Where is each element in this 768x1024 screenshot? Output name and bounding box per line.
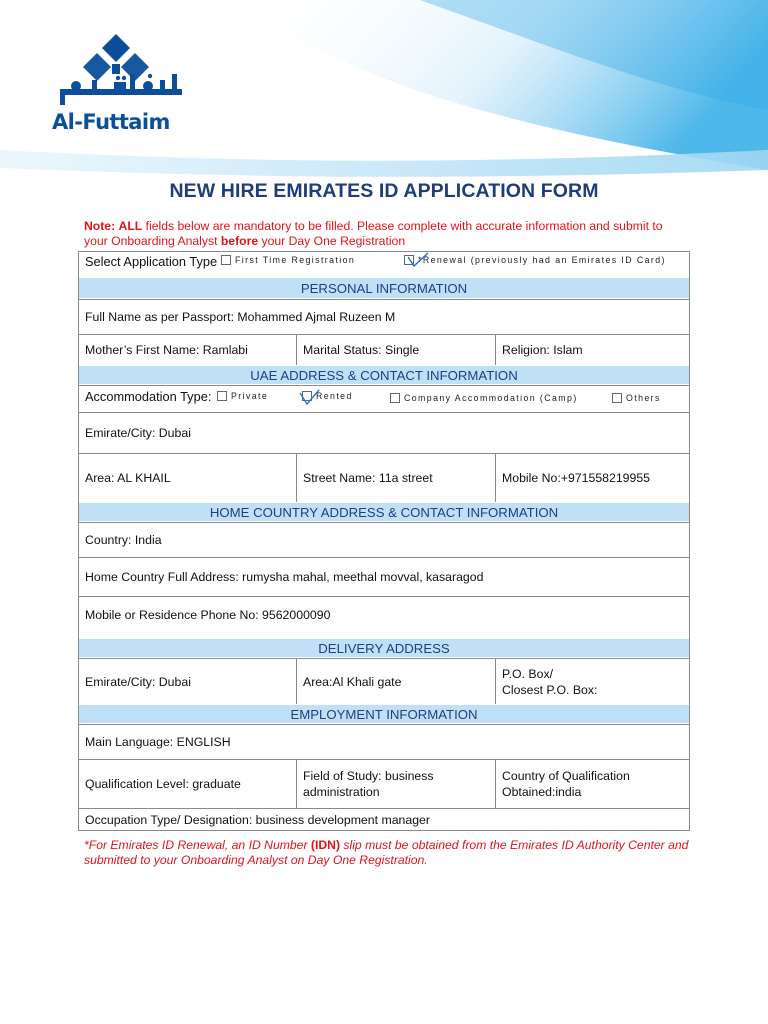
option-label: Private	[231, 391, 269, 401]
option-private[interactable]	[217, 391, 268, 401]
country-qualification-line-1: Country of Qualification	[502, 769, 630, 783]
delivery-row	[79, 658, 689, 704]
first-time-checkbox[interactable]	[221, 255, 231, 265]
logo-mark-icon	[52, 34, 187, 110]
delivery-emirate-field[interactable]: Emirate/City: Dubai	[85, 674, 191, 689]
country-of-qualification-field[interactable]	[495, 760, 689, 808]
uae-area-field[interactable]: Area: AL KHAIL	[85, 471, 171, 485]
option-company-accommodation[interactable]	[390, 393, 578, 403]
home-country-row	[79, 522, 689, 557]
country-qualification-line-2: Obtained:india	[502, 785, 582, 799]
qualification-level-field[interactable]: Qualification Level: graduate	[85, 777, 241, 791]
checkmark-icon	[407, 252, 429, 268]
option-label: Company Accommodation (Camp)	[404, 393, 578, 403]
uae-street-field[interactable]: Street Name: 11a street	[296, 454, 495, 502]
section-employment-information: EMPLOYMENT INFORMATION	[79, 704, 689, 724]
occupation-field[interactable]: Occupation Type/ Designation: business development manager	[85, 812, 430, 827]
section-home-country-address: HOME COUNTRY ADDRESS & CONTACT INFORMATION	[79, 502, 689, 522]
home-address-field[interactable]: Home Country Full Address: rumysha mahal, meethal movval, kasaragod	[85, 570, 484, 584]
po-box-field[interactable]	[495, 659, 689, 704]
main-language-field[interactable]: Main Language: ENGLISH	[85, 735, 231, 749]
note-before: before	[220, 234, 259, 248]
accommodation-label: Accommodation Type:	[85, 389, 212, 404]
application-type-label: Select Application Type	[85, 254, 218, 269]
application-form	[78, 251, 690, 831]
application-type-row	[79, 251, 689, 271]
note-all: ALL	[118, 219, 143, 233]
accommodation-row	[79, 385, 689, 412]
note-text-2: your Day One Registration	[261, 234, 406, 248]
po-box-line-1: P.O. Box/	[502, 666, 554, 681]
footnote-text-1: *For Emirates ID Renewal, an ID Number	[84, 838, 308, 852]
option-others[interactable]	[612, 393, 661, 403]
uae-emirate-row	[79, 412, 689, 453]
option-label: Rented	[316, 391, 353, 401]
section-uae-address: UAE ADDRESS & CONTACT INFORMATION	[79, 365, 689, 385]
qualification-row	[79, 759, 689, 808]
home-phone-row	[79, 596, 689, 633]
note-text-1: fields below are mandatory to be filled. Please complete with accurate information and submit to your Onboarding Analyst	[84, 219, 663, 248]
renewal-footnote	[84, 838, 694, 868]
section-personal-information: PERSONAL INFORMATION	[79, 277, 689, 299]
field-of-study-line-2: administration	[303, 785, 380, 799]
po-box-line-2: Closest P.O. Box:	[502, 682, 598, 697]
language-row	[79, 724, 689, 759]
private-checkbox[interactable]	[217, 391, 227, 401]
home-country-field[interactable]: Country: India	[85, 533, 162, 547]
mother-name-field[interactable]: Mother’s First Name: Ramlabi	[85, 343, 248, 357]
note-label: Note:	[84, 219, 116, 233]
full-name-row	[79, 299, 689, 334]
section-delivery-address: DELIVERY ADDRESS	[79, 638, 689, 658]
marital-status-field[interactable]: Marital Status: Single	[296, 335, 495, 365]
field-of-study-line-1: Field of Study: business	[303, 769, 434, 783]
delivery-area-field[interactable]: Area:Al Khali gate	[296, 659, 495, 704]
company-accommodation-checkbox[interactable]	[390, 393, 400, 403]
option-label: First Time Registration	[235, 255, 356, 265]
option-label: Others	[626, 393, 661, 403]
form-title: NEW HIRE EMIRATES ID APPLICATION FORM	[169, 180, 599, 202]
footnote-text-2: slip must be obtained from the Emirates ID Authority Center and submitted to your Onboarding Analyst on Day One Registration.	[84, 838, 689, 867]
uae-mobile-field[interactable]: Mobile No:+971558219955	[495, 454, 689, 502]
occupation-row	[79, 808, 689, 830]
field-of-study-field[interactable]	[296, 760, 495, 808]
religion-field[interactable]: Religion: Islam	[495, 335, 689, 365]
uae-emirate-field[interactable]: Emirate/City: Dubai	[85, 426, 191, 440]
home-address-row	[79, 557, 689, 596]
footnote-idn: (IDN)	[310, 838, 341, 852]
logo-wordmark: Al-Futtaim	[52, 110, 170, 134]
mandatory-note	[84, 219, 684, 249]
uae-address-row	[79, 453, 689, 502]
home-phone-field[interactable]: Mobile or Residence Phone No: 9562000090	[85, 608, 331, 622]
full-name-field[interactable]: Full Name as per Passport: Mohammed Ajmal Ruzeen M	[85, 310, 396, 324]
others-checkbox[interactable]	[612, 393, 622, 403]
personal-details-row	[79, 334, 689, 365]
option-renewal[interactable]	[404, 255, 666, 265]
al-futtaim-logo	[52, 34, 187, 136]
checkmark-icon	[299, 389, 321, 405]
option-label: *Renewal (previously had an Emirates ID Card)	[418, 255, 666, 265]
option-first-time-registration[interactable]	[221, 255, 355, 265]
